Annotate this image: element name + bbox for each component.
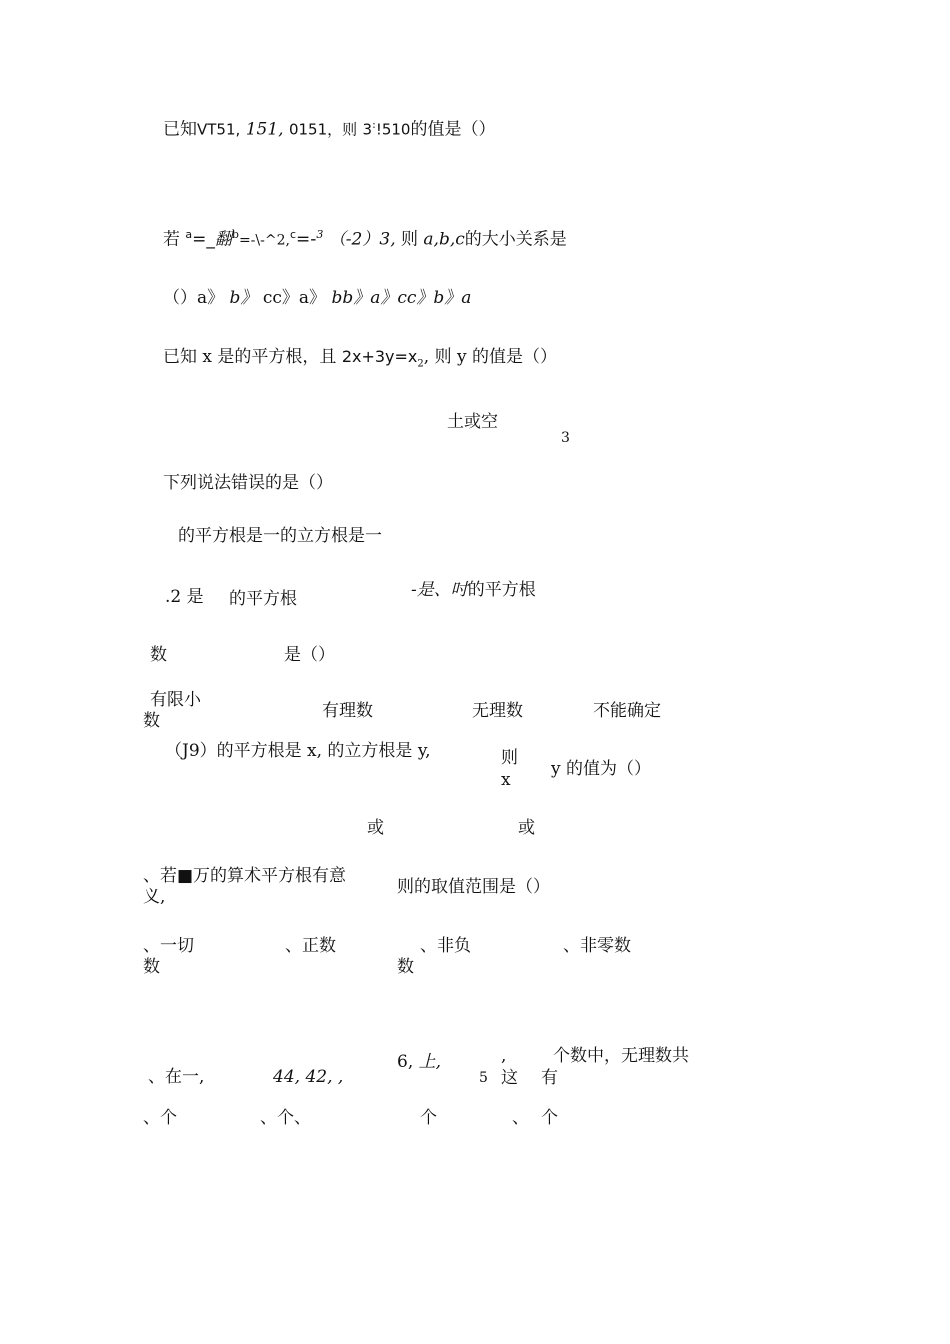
- q3-equation-sub: 2: [417, 358, 424, 370]
- question-2-options: [163, 288, 471, 308]
- q2-option-a: （）a》: [163, 288, 225, 308]
- q8-option-2: 、个、: [260, 1108, 311, 1128]
- q8-part-e2: 这: [501, 1068, 518, 1088]
- q1-term-a: VT51,: [197, 120, 241, 139]
- q1-term-d: 3: [362, 120, 373, 139]
- q1-term-e: :: [372, 118, 376, 131]
- q4-option-3a: -是、: [411, 580, 451, 600]
- q7-option-2: 、正数: [285, 936, 336, 956]
- q5-part-b: 是（）: [284, 645, 335, 665]
- q8-option-4b: 个: [541, 1108, 558, 1128]
- q2-d: =-: [296, 229, 317, 250]
- q2-lead: 若: [163, 229, 180, 250]
- q3-option-main: 土或空: [447, 412, 498, 432]
- q2-h: 的大小关系是: [464, 229, 567, 250]
- q3-equation: 2x+3y=x: [341, 347, 418, 366]
- q8-part-e1: ,: [501, 1046, 507, 1066]
- q6-tail: y 的值为（）: [551, 759, 652, 779]
- q4-option-3c: 的平方根: [467, 580, 536, 600]
- q5-part-a: 数: [150, 645, 167, 665]
- q1-term-b: 151,: [245, 119, 284, 140]
- q3-option-fraction: 3: [561, 430, 570, 446]
- q3-lead: 已知 x 是的平方根，且: [163, 347, 337, 367]
- q2-a-sup: a: [185, 228, 193, 241]
- q1-term-c: 0151，则: [288, 120, 358, 139]
- q2-option-b: b》: [229, 288, 258, 308]
- q2-b-sup: b: [231, 228, 239, 241]
- q8-part-f1: 个数中，无理数共: [553, 1046, 689, 1066]
- q5-option-c: 无理数: [472, 701, 523, 721]
- q2-option-c: cc》a》: [262, 288, 327, 308]
- q4-option-2a: .2 是: [165, 587, 204, 607]
- q2-c: =-\-^2,: [238, 232, 290, 249]
- question-3: [163, 347, 557, 370]
- q8-part-d: 5: [479, 1070, 488, 1086]
- q8-part-f2: 有: [541, 1068, 558, 1088]
- q2-c-sup: c: [289, 228, 297, 241]
- q7-option-4: 、非零数: [563, 936, 631, 956]
- q4-option-3: [411, 580, 536, 600]
- q3-tail: , 则 y 的值是（）: [423, 347, 557, 367]
- q5-option-b: 有理数: [322, 701, 373, 721]
- question-2: [163, 228, 567, 250]
- q1-term-f: !510: [375, 120, 411, 139]
- q6-or-1: 或: [367, 818, 384, 838]
- q4-option-2b: 的平方根: [229, 589, 297, 609]
- q7-part-a-line1: 、若■万的算术平方根有意: [143, 866, 347, 886]
- q6-then-line2: x: [501, 770, 511, 790]
- q2-a: =_: [192, 229, 215, 250]
- q7-option-3-line2: 数: [397, 957, 414, 977]
- q2-d-sup: 3: [316, 228, 324, 241]
- q2-f: 则: [401, 229, 418, 250]
- q7-option-3-line1: 、非负: [420, 936, 471, 956]
- q8-part-b: 44, 42, ,: [273, 1067, 344, 1087]
- q6-then-line1: 则: [501, 748, 518, 768]
- q7-part-a-line2: 义,: [143, 887, 166, 907]
- q4-option-1: 的平方根是一的立方根是一: [178, 526, 382, 546]
- q5-option-d: 不能确定: [593, 701, 661, 721]
- q5-option-a-line2: 数: [143, 711, 160, 731]
- q8-option-1: 、个: [143, 1108, 177, 1128]
- q8-option-3: 个: [420, 1108, 437, 1128]
- q6-or-2: 或: [518, 818, 535, 838]
- q2-b: 翻: [214, 229, 232, 250]
- q6-stem: （J9）的平方根是 x, 的立方根是 y,: [165, 741, 431, 761]
- q5-option-a-line1: 有限小: [150, 690, 201, 710]
- q2-option-d: bb》a》cc》b》a: [331, 288, 472, 308]
- q8-part-a: 、在一,: [148, 1067, 205, 1087]
- q7-part-b: 则的取值范围是（）: [397, 877, 550, 897]
- question-4-stem: 下列说法错误的是（）: [163, 473, 333, 493]
- q8-part-c2: 上,: [418, 1052, 442, 1072]
- q1-lead: 已知: [163, 119, 197, 140]
- q7-option-1-line2: 数: [143, 957, 160, 977]
- q7-option-1-line1: 、一切: [143, 936, 194, 956]
- q8-part-c: [397, 1052, 441, 1072]
- q2-e: （-2）3,: [328, 229, 396, 250]
- q8-option-4a: 、: [512, 1108, 529, 1128]
- question-1: [163, 118, 495, 140]
- q2-g: a,b,c: [423, 229, 465, 250]
- q4-option-3b: 吋: [450, 580, 468, 600]
- q8-part-c1: 6,: [397, 1052, 414, 1072]
- q1-tail: 的值是（）: [410, 119, 496, 140]
